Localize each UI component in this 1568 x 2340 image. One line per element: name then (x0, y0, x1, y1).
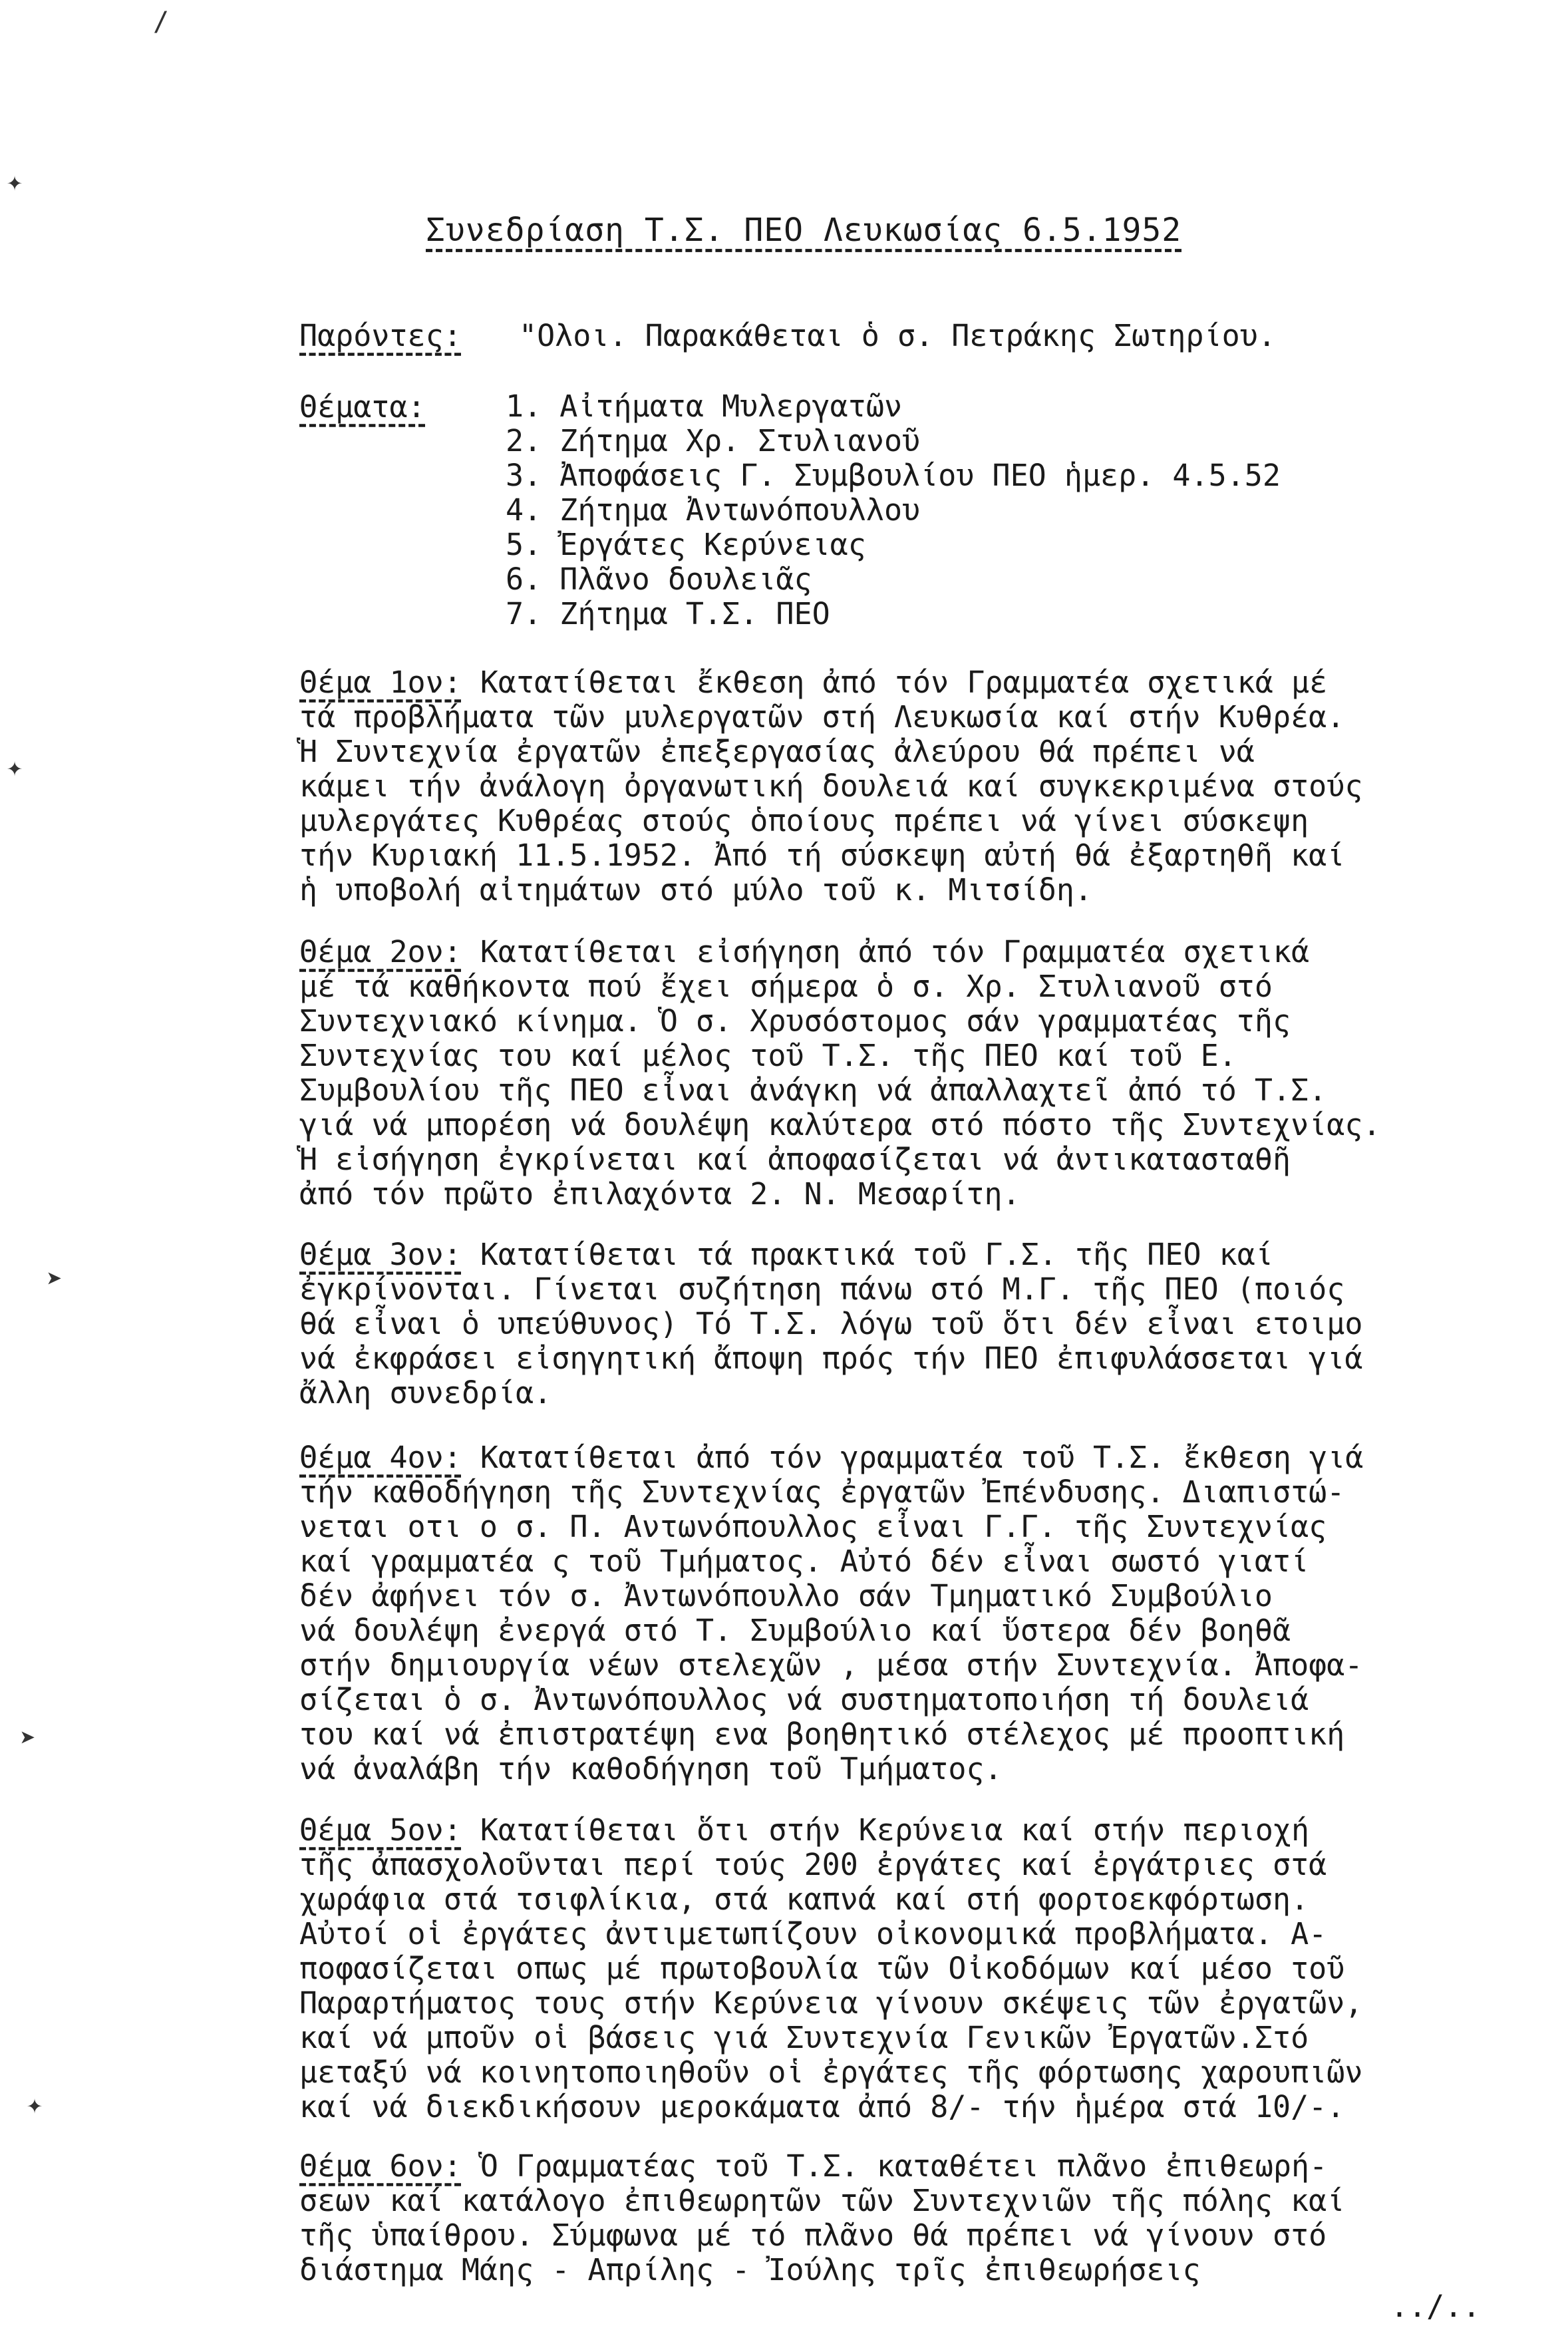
section-line: Θέμα 1ον: Κατατίθεται ἔκθεση ἀπό τόν Γραμματέα σχετικά μέ (299, 665, 1328, 700)
scan-mark-icon: ➤ (20, 1723, 37, 1754)
topics-row (299, 389, 1517, 642)
section-heading: Θέμα 3ον: (299, 1237, 462, 1272)
section-line: του καί νά ἐπιστρατέψη ενα βοηθητικό στέλεχος μέ προοπτική (299, 1717, 1345, 1752)
topic-item: 5. Ἐργάτες Κερύνειας (506, 527, 866, 562)
section-5 (299, 1813, 1517, 2124)
section-line: τῆς ὑπαίθρου. Σύμφωνα μέ τό πλᾶνο θά πρέπει νά γίνουν στό (299, 2218, 1327, 2253)
section-line: ἡ υποβολή αἰτημάτων στό μύλο τοῦ κ. Μιτσίδη. (299, 872, 1093, 908)
scan-mark-icon: ✦ (7, 752, 23, 782)
section-line: ποφασίζεται οπως μέ πρωτοβουλία τῶν Οἰκοδόμων καί μέσο τοῦ (299, 1951, 1345, 1986)
section-line: ἄλλη συνεδρία. (299, 1375, 552, 1411)
section-line: θά εἶναι ὁ υπεύθυνος) Τό Τ.Σ. λόγω τοῦ ὅτι δέν εἶναι ετοιμο (299, 1306, 1363, 1341)
topic-item: 2. Ζήτημα Χρ. Στυλιανοῦ (506, 423, 921, 458)
section-line: Συντεχνίας του καί μέλος τοῦ Τ.Σ. τῆς ΠΕΟ καί τοῦ Ε. (299, 1038, 1237, 1073)
continuation-mark: ../.. (1390, 2289, 1481, 2324)
section-heading: Θέμα 2ον: (299, 934, 462, 969)
section-line: Ἡ Συντεχνία ἐργατῶν ἐπεξεργασίας ἀλεύρου θά πρέπει νά (299, 734, 1255, 769)
section-line: σίζεται ὁ σ. Ἀντωνόπουλλος νά συστηματοποιήση τή δουλειά (299, 1682, 1309, 1717)
section-line: νά ἐκφράσει εἰσηγητική ἄποψη πρός τήν ΠΕΟ ἐπιφυλάσσεται γιά (299, 1341, 1363, 1376)
section-line: τήν καθοδήγηση τῆς Συντεχνίας ἐργατῶν Ἐπένδυσης. Διαπιστώ- (299, 1474, 1345, 1510)
topic-item: 1. Αἰτήματα Μυλεργατῶν (506, 389, 903, 424)
section-line: σεων καί κατάλογο ἐπιθεωρητῶν τῶν Συντεχνιῶν τῆς πόλης καί (299, 2183, 1345, 2218)
scan-mark-icon: ➤ (47, 1264, 63, 1295)
section-line: καί γραμματέα ς τοῦ Τμήματος. Αὐτό δέν εἶναι σωστό γιατί (299, 1544, 1309, 1579)
section-line: τήν Κυριακή 11.5.1952. Ἀπό τή σύσκεψη αὐτή θά ἐξαρτηθῆ καί (299, 838, 1345, 873)
document-title: Συνεδρίαση Τ.Σ. ΠΕΟ Λευκωσίας 6.5.1952 (426, 212, 1182, 249)
section-heading: Θέμα 1ον: (299, 665, 462, 700)
section-line: νεται οτι ο σ. Π. Αντωνόπουλλος εἶναι Γ.Γ. τῆς Συντεχνίας (299, 1509, 1327, 1544)
section-line: Αὐτοί οἱ ἐργάτες ἀντιμετωπίζουν οἰκονομικά προβλήματα. Α- (299, 1916, 1327, 1951)
scan-mark-icon: ✦ (7, 166, 23, 197)
section-6 (299, 2149, 1517, 2287)
section-line: ἐγκρίνονται. Γίνεται συζήτηση πάνω στό Μ.Γ. τῆς ΠΕΟ (ποιός (299, 1271, 1345, 1307)
present-text: "Ολοι. Παρακάθεται ὁ σ. Πετράκης Σωτηρίου. (519, 318, 1276, 353)
section-line: Συμβουλίου τῆς ΠΕΟ εἶναι ἀνάγκη νά ἀπαλλαχτεῖ ἀπό τό Τ.Σ. (299, 1073, 1327, 1108)
section-line: ἀπό τόν πρῶτο ἐπιλαχόντα 2. Ν. Μεσαρίτη. (299, 1176, 1020, 1212)
section-1 (299, 665, 1517, 908)
topics-list (506, 389, 1281, 631)
section-line: γιά νά μπορέση νά δουλέψη καλύτερα στό πόστο τῆς Συντεχνίας. (299, 1107, 1381, 1142)
section-line: νά ἀναλάβη τήν καθοδήγηση τοῦ Τμήματος. (299, 1751, 1003, 1786)
section-line: Θέμα 2ον: Κατατίθεται εἰσήγηση ἀπό τόν Γραμματέα σχετικά (299, 934, 1310, 969)
section-line: χωράφια στά τσιφλίκια, στά καπνά καί στή φορτοεκφόρτωση. (299, 1882, 1309, 1917)
section-line: Συντεχνιακό κίνημα. Ὁ σ. Χρυσόστομος σάν γραμματέας τῆς (299, 1003, 1291, 1039)
section-line: καί νά μποῦν οἱ βάσεις γιά Συντεχνία Γενικῶν Ἐργατῶν.Στό (299, 2020, 1309, 2055)
section-line: καί νά διεκδικήσουν μεροκάματα ἀπό 8/- τήν ἡμέρα στά 10/-. (299, 2089, 1345, 2124)
section-line: Παραρτήματος τους στήν Κερύνεια γίνουν σκέψεις τῶν ἐργατῶν, (299, 1985, 1363, 2021)
section-line: διάστημα Μάης - Απρίλης - Ἰούλης τρῖς ἐπιθεωρήσεις (299, 2252, 1201, 2287)
topic-item: 6. Πλᾶνο δουλειᾶς (506, 562, 812, 597)
section-line: μυλεργάτες Κυθρέας στούς ὁποίους πρέπει νά γίνει σύσκεψη (299, 803, 1309, 838)
section-line: Ἡ εἰσήγηση ἐγκρίνεται καί ἀποφασίζεται νά ἀντικατασταθῆ (299, 1142, 1291, 1177)
section-heading: Θέμα 5ον: (299, 1812, 462, 1848)
section-heading: Θέμα 6ον: (299, 2148, 462, 2184)
topic-item: 7. Ζήτημα Τ.Σ. ΠΕΟ (506, 596, 830, 631)
section-line: Θέμα 3ον: Κατατίθεται τά πρακτικά τοῦ Γ.Σ. τῆς ΠΕΟ καί (299, 1237, 1273, 1272)
section-line: τά προβλήματα τῶν μυλεργατῶν στή Λευκωσία καί στήν Κυθρέα. (299, 699, 1345, 735)
section-heading: Θέμα 4ον: (299, 1440, 462, 1475)
section-line: Θέμα 4ον: Κατατίθεται ἀπό τόν γραμματέα τοῦ Τ.Σ. ἔκθεση γιά (299, 1440, 1364, 1475)
section-line: Θέμα 5ον: Κατατίθεται ὅτι στήν Κερύνεια καί στήν περιοχή (299, 1812, 1310, 1848)
section-3 (299, 1238, 1517, 1411)
section-line: μεταξύ νά κοινητοποιηθοῦν οἱ ἐργάτες τῆς φόρτωσης χαρουπιῶν (299, 2055, 1363, 2090)
section-line: δέν ἀφήνει τόν σ. Ἀντωνόπουλλο σάν Τμηματικό Συμβούλιο (299, 1578, 1273, 1613)
scan-mark-icon: / (153, 7, 170, 37)
section-line: κάμει τήν ἀνάλογη ὀργανωτική δουλειά καί συγκεκριμένα στούς (299, 768, 1363, 804)
scan-mark-icon: ✦ (27, 2089, 43, 2120)
section-4 (299, 1440, 1517, 1786)
topic-item: 3. Ἀποφάσεις Γ. Συμβουλίου ΠΕΟ ἡμερ. 4.5.52 (506, 458, 1281, 493)
section-line: νά δουλέψη ἐνεργά στό Τ. Συμβούλιο καί ὕστερα δέν βοηθᾶ (299, 1613, 1291, 1648)
section-line: Θέμα 6ον: Ὁ Γραμματέας τοῦ Τ.Σ. καταθέτει πλᾶνο ἐπιθεωρή- (299, 2148, 1328, 2184)
section-line: τῆς ἀπασχολοῦνται περί τούς 200 ἐργάτες καί ἐργάτριες στά (299, 1847, 1327, 1882)
section-2 (299, 935, 1517, 1212)
present-label: Παρόντες: (299, 318, 462, 353)
topics-label: Θέματα: (299, 389, 426, 424)
section-line: μέ τά καθήκοντα πού ἔχει σήμερα ὁ σ. Χρ. Στυλιανοῦ στό (299, 969, 1273, 1004)
section-line: στήν δημιουργία νέων στελεχῶν , μέσα στήν Συντεχνία. Ἀποφα- (299, 1647, 1363, 1683)
topic-item: 4. Ζήτημα Ἀντωνόπουλλου (506, 492, 921, 528)
